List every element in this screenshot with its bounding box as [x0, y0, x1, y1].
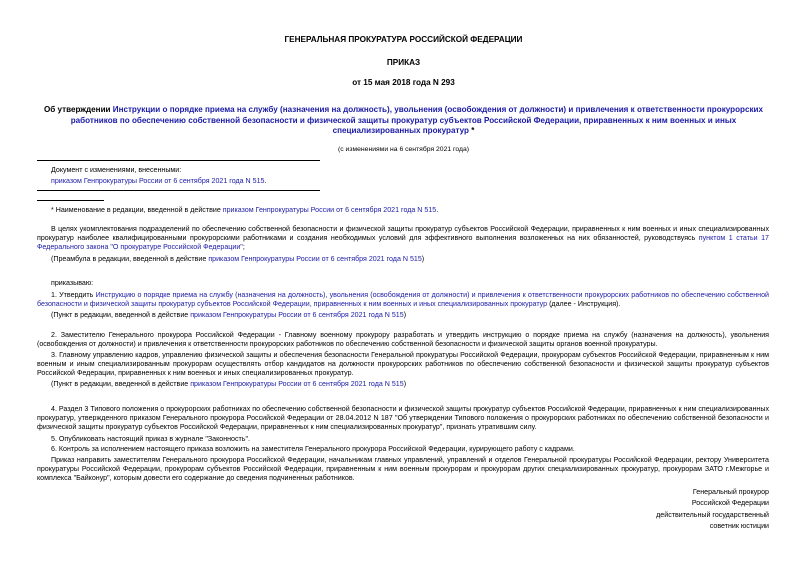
item-5: 5. Опубликовать настоящий приказ в журнале "Законность". [51, 435, 250, 443]
item-3: 3. Главному управлению кадров, управлению физической защиты и обеспечения безопасности Генеральной прокуратуры Российской Федерации, прокурорам субъектов Российской Федерации, приравненным к ним военным и иным специализированным прокурорам осуществлять отбор кандидатов на должности прокурорских работников по обеспечению собственной безопасности и физической защиты прокуратур субъектов Российской Федерации, приравненных к ним военных и иных специализированных прокуратур. [37, 351, 769, 378]
org-heading: ГЕНЕРАЛЬНАЯ ПРОКУРАТУРА РОССИЙСКОЙ ФЕДЕРАЦИИ [284, 35, 523, 44]
item-1-note-link[interactable]: приказом Генпрокуратуры России от 6 сентября 2021 года N 515 [190, 311, 404, 319]
preamble-note-link[interactable]: приказом Генпрокуратуры России от 6 сентября 2021 года N 515 [208, 255, 422, 263]
item-3-note [51, 380, 406, 389]
date-number-heading: от 15 мая 2018 года N 293 [352, 78, 455, 87]
item-1 [37, 291, 769, 309]
signature-line-1: Генеральный прокурор [692, 488, 769, 496]
item-1-prefix: 1. Утвердить [51, 291, 96, 299]
item-3-note-end: ) [403, 380, 407, 388]
signature-block [656, 487, 769, 532]
preamble-note-end: ) [421, 255, 425, 263]
order-word: приказываю: [51, 279, 94, 287]
separator-short [37, 200, 104, 201]
item-6: 6. Контроль за исполнением настоящего приказа возложить на заместителя Генерального прокурора Российской Федерации, курирующего работу с кадрами. [51, 445, 575, 453]
signature-line-3: действительный государственный [656, 510, 769, 519]
item-1-suffix: (далее - Инструкция). [547, 300, 621, 309]
separator-top [37, 160, 320, 161]
distribution: Приказ направить заместителям Генерального прокурора Российской Федерации, начальникам главных управлений, управлений и отделов Генеральной прокуратуры Российской Федерации, ректору Университета прокуратуры Российской Федерации, прокурорам субъектов Российской Федерации, приравненным к ним военным прокурорам и прокурорам других специализированных прокуратур, прокурорам ЗАТО г.Межгорье и комплекса "Байконур", которым довести его содержание до сведения подчиненных работников. [37, 456, 769, 483]
preamble-note [51, 255, 424, 264]
preamble [37, 225, 769, 252]
item-4: 4. Раздел 3 Типового положения о прокурорских работниках по обеспечению собственной безопасности и физической защиты прокуратур субъектов Российской Федерации, приравненных к ним специализированных прокуратур, утвержденного приказом Генерального прокурора Российской Федерации от 28.04.2012 N 187 "Об утверждении Типового положения о прокурорских работниках по обеспечению собственной безопасности и физической защиты прокуратур субъектов Российской Федерации, приравненных к ним специализированных прокуратур", признать утратившим силу. [37, 405, 769, 432]
item-1-note [51, 311, 406, 320]
doc-changes-label: Документ с изменениями, внесенными: [51, 166, 182, 174]
separator-bottom [37, 190, 320, 191]
item-2: 2. Заместителю Генерального прокурора Российской Федерации - Главному военному прокурору разработать и утвердить инструкцию о порядке приема на службу (назначения на должность), увольнения (освобождения от должности) и привлечения к ответственности прокурорских работников по обеспечению собственной безопасности и физической защиты органов военной прокуратуры. [37, 331, 769, 349]
preamble-note-prefix: (Преамбула в редакции, введенной в действие [51, 255, 209, 263]
footnote-end: . [436, 206, 439, 214]
footnote-text: * Наименование в редакции, введенной в действие [51, 206, 223, 214]
preamble-text: В целях укомплектования подразделений по обеспечению собственной безопасности и физической защиты прокуратур субъектов Российской Федерации, приравненных к ним военных и иных специализированных прокуратур наиболее квалифицированными прокурорскими работниками и создания необходимых условий для эффективного выполнения возложенных на них обязанностей, руководствуясь [37, 225, 769, 243]
item-1-note-prefix: (Пункт в редакции, введенной в действие [51, 311, 191, 319]
footnote-link[interactable]: приказом Генпрокуратуры России от 6 сентября 2021 года N 515 [222, 206, 437, 214]
doc-type-heading: ПРИКАЗ [386, 58, 421, 67]
item-1-note-end: ) [403, 311, 407, 319]
document-title [42, 105, 765, 137]
item-1-instruction-link[interactable]: Инструкцию о порядке приема на службу (назначения на должность), увольнения (освобождения от должности) и привлечения к ответственности прокурорских работников по обеспечению собственной безопасности и физической защиты прокуратур субъектов Российской Федерации, приравненных к ним военных и иных специализированных прокуратур [37, 291, 770, 309]
doc-changes-link[interactable]: приказом Генпрокуратуры России от 6 сентября 2021 года N 515 [51, 177, 265, 185]
signature-line-4: советник юстиции [709, 522, 769, 531]
amendments-note: (с изменениями на 6 сентября 2021 года) [338, 146, 469, 153]
signature-line-2: Российской Федерации [691, 499, 769, 508]
footnote [51, 206, 438, 215]
title-prefix: Об утверждении [43, 105, 113, 114]
title-suffix: * [468, 126, 475, 136]
doc-changes-end: . [264, 177, 267, 185]
preamble-law-link[interactable]: пунктом 1 статьи 17 Федерального закона "О прокуратуре Российской Федерации" [37, 234, 769, 252]
preamble-end: ; [242, 243, 245, 252]
item-3-note-prefix: (Пункт в редакции, введенной в действие [51, 380, 191, 388]
doc-changes-block [51, 177, 266, 186]
title-instruction-link[interactable]: Инструкции о порядке приема на службу (назначения на должность), увольнения (освобождения от должности) и привлечения к ответственности прокурорских работников по обеспечению собственной безопасности и физической защиты прокуратур субъектов Российской Федерации, приравненных к ним военных и иных специализированных прокуратур [70, 105, 764, 136]
item-3-note-link[interactable]: приказом Генпрокуратуры России от 6 сентября 2021 года N 515 [190, 380, 404, 388]
